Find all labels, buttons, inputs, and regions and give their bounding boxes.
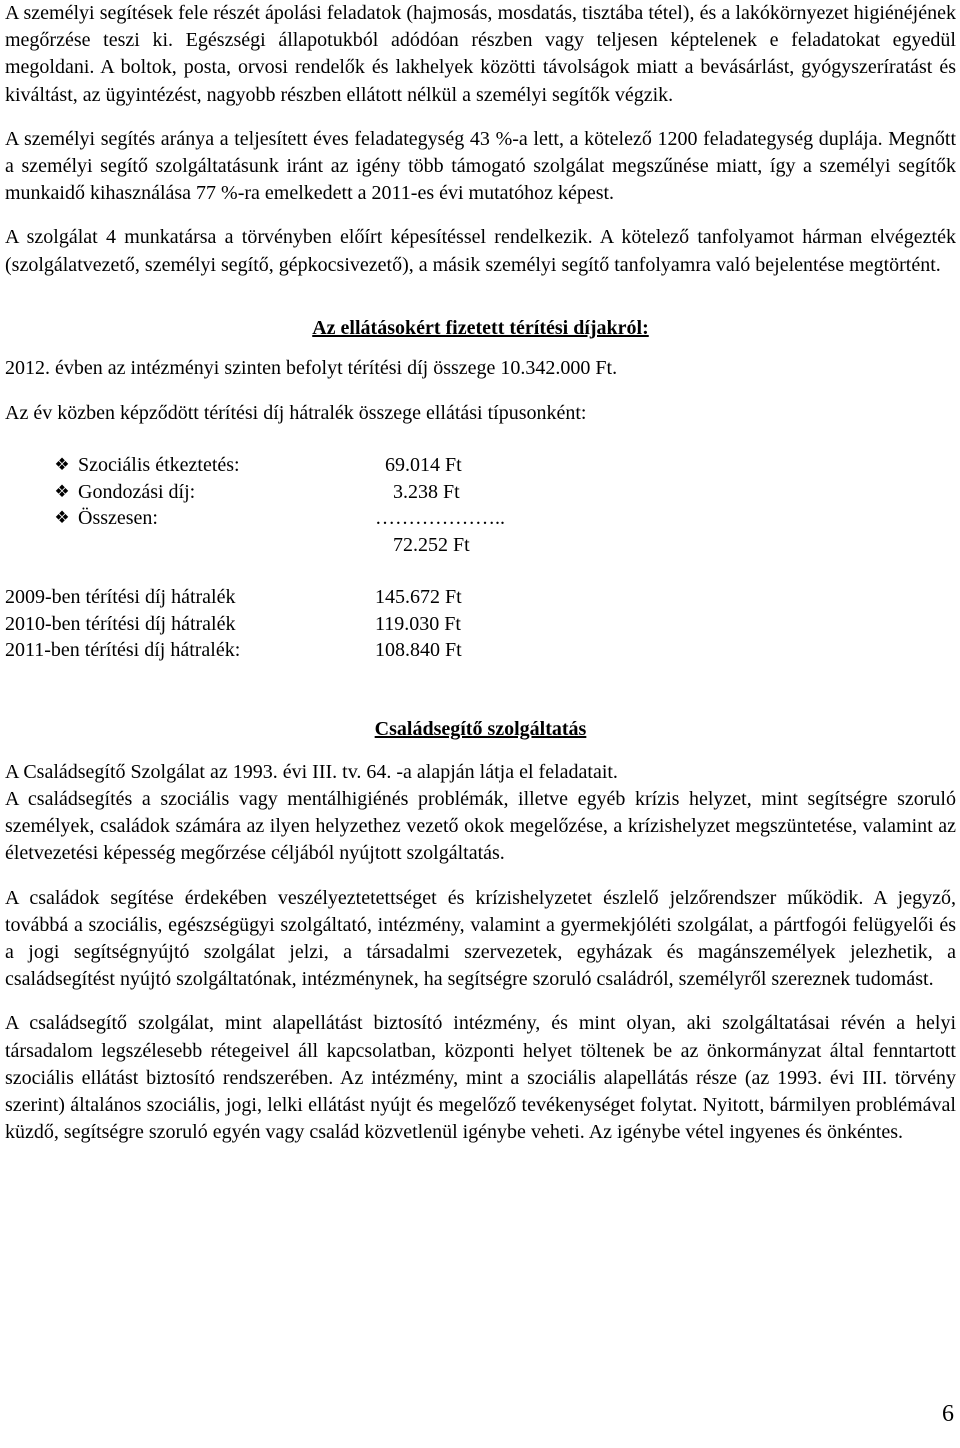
bullet-label: Összesen:: [78, 507, 158, 530]
bullet-value: 69.014 Ft: [385, 454, 462, 477]
bullet-label: Szociális étkeztetés:: [78, 454, 240, 477]
history-value: 108.840 Ft: [375, 639, 462, 662]
document-page: [5, 0, 956, 1146]
fees-heading: Az ellátásokért fizetett térítési díjakról:: [312, 316, 649, 339]
bullet-value: 3.238 Ft: [393, 480, 460, 503]
bullet-diamond-icon: ❖: [54, 508, 70, 528]
bullet-diamond-icon: ❖: [54, 455, 70, 475]
arrears-bullet-list: [5, 452, 956, 558]
list-item: [5, 505, 956, 532]
paragraph-staff-qualifications: A szolgálat 4 munkatársa a törvényben előírt képesítéssel rendelkezik. A kötelező tanfolyamot hárman elvégezték (szolgálatvezető, személyi segítő, gépkocsivezető), a másik személyi segítő tanfolyamra való bejelentése megtörtént.: [5, 226, 956, 276]
fees-total-line: 2012. évben az intézményi szinten befolyt térítési díj összege 10.342.000 Ft.: [5, 356, 618, 379]
paragraph-personal-assistance-ratio: A személyi segítés aránya a teljesített éves feladategység 43 %-a lett, a kötelező 1200 feladategység duplája. Megnőtt a személyi segítő szolgáltatásunk iránt az igény több támogató szolgálat megszűnése miatt, így a személyi segítők munkaidő kihasználása 77 %-ra emelkedett a 2011-es évi mutatóhoz képest.: [5, 127, 956, 205]
sum-row: [5, 532, 956, 559]
list-item: [5, 584, 956, 611]
family-paragraph-definition: A családsegítés a szociális vagy mentálhigiénés problémák, illetve egyéb krízis helyzet, mint segítségre szoruló személyek, családok számára az ilyen helyzethez vezető okok megelőzése, a krízishelyzet megszüntetése, valamint az életvezetési képesség megőrzése céljából nyújtott szolgáltatás.: [5, 787, 956, 865]
family-support-heading: Családsegítő szolgáltatás: [374, 717, 587, 740]
family-paragraph-legal-basis: A Családsegítő Szolgálat az 1993. évi III. tv. 64. -a alapján látja el feladatait.: [5, 760, 618, 783]
family-paragraph-signalling-system: A családok segítése érdekében veszélyeztetettséget és krízishelyzetet észlelő jelzőrendszer működik. A jegyző, továbbá a szociális, egészségügyi szolgáltató, intézmény, valamint a gyermekjóléti szolgálat, a pártfogói felügyelői és a jogi segítségnyújtó szolgálat jelzi, a társadalmi szervezetek, egyházak és magánszemélyek jelezhetik, a családsegítést nyújtó szolgáltatónak, intézménynek, ha segítségre szoruló családról, személyről szereznek tudomást.: [5, 886, 956, 991]
family-paragraph-institution: A családsegítő szolgálat, mint alapellátást biztosító intézmény, és mint olyan, aki szolgáltatásai révén a helyi társadalom legszélesebb rétegeivel áll kapcsolatban, központi helyet töltenek be az önkormányzat által fenntartott szociális ellátást biztosító rendszerében. Az intézmény, mint a szociális alapellátás része (az 1993. évi III. törvény szerint) általános szociális, jogi, lelki ellátást nyújt és megelőző tevékenységet folytat. Nyitott, bármilyen problémával küzdő, segítségre szoruló egyén vagy család közvetlenül igénybe veheti. Az igénybe vétel ingyenes és önkéntes.: [5, 1012, 956, 1144]
history-value: 119.030 Ft: [375, 612, 461, 635]
history-label: 2010-ben térítési díj hátralék: [5, 612, 236, 635]
history-label: 2009-ben térítési díj hátralék: [5, 586, 236, 609]
paragraph-personal-care: A személyi segítések fele részét ápolási feladatok (hajmosás, mosdatás, tisztába tétel), és a lakókörnyezet higiénéjének megőrzése teszi ki. Egészségi állapotukból adódóan részben vagy teljesen képtelenek e feladatokat egyedül megoldani. A boltok, posta, orvosi rendelők és lakhelyek közötti távolságok miatt a bevásárlást, gyógyszeríratást és kiváltást, az ügyintézést, nagyobb részben ellátott nélkül a személyi segítők végzik.: [5, 2, 956, 106]
bullet-value: ………………..: [375, 507, 505, 530]
bullet-label: Gondozási díj:: [78, 480, 196, 503]
history-label: 2011-ben térítési díj hátralék:: [5, 639, 241, 662]
arrears-intro: Az év közben képződött térítési díj hátralék összege ellátási típusonként:: [5, 402, 587, 425]
sum-value: 72.252 Ft: [393, 533, 470, 556]
page-number: 6: [942, 1401, 954, 1427]
bullet-diamond-icon: ❖: [54, 481, 70, 501]
list-item: [5, 452, 956, 479]
list-item: [5, 611, 956, 638]
arrears-history-list: [5, 584, 956, 664]
list-item: [5, 637, 956, 664]
history-value: 145.672 Ft: [375, 586, 462, 609]
list-item: [5, 479, 956, 506]
